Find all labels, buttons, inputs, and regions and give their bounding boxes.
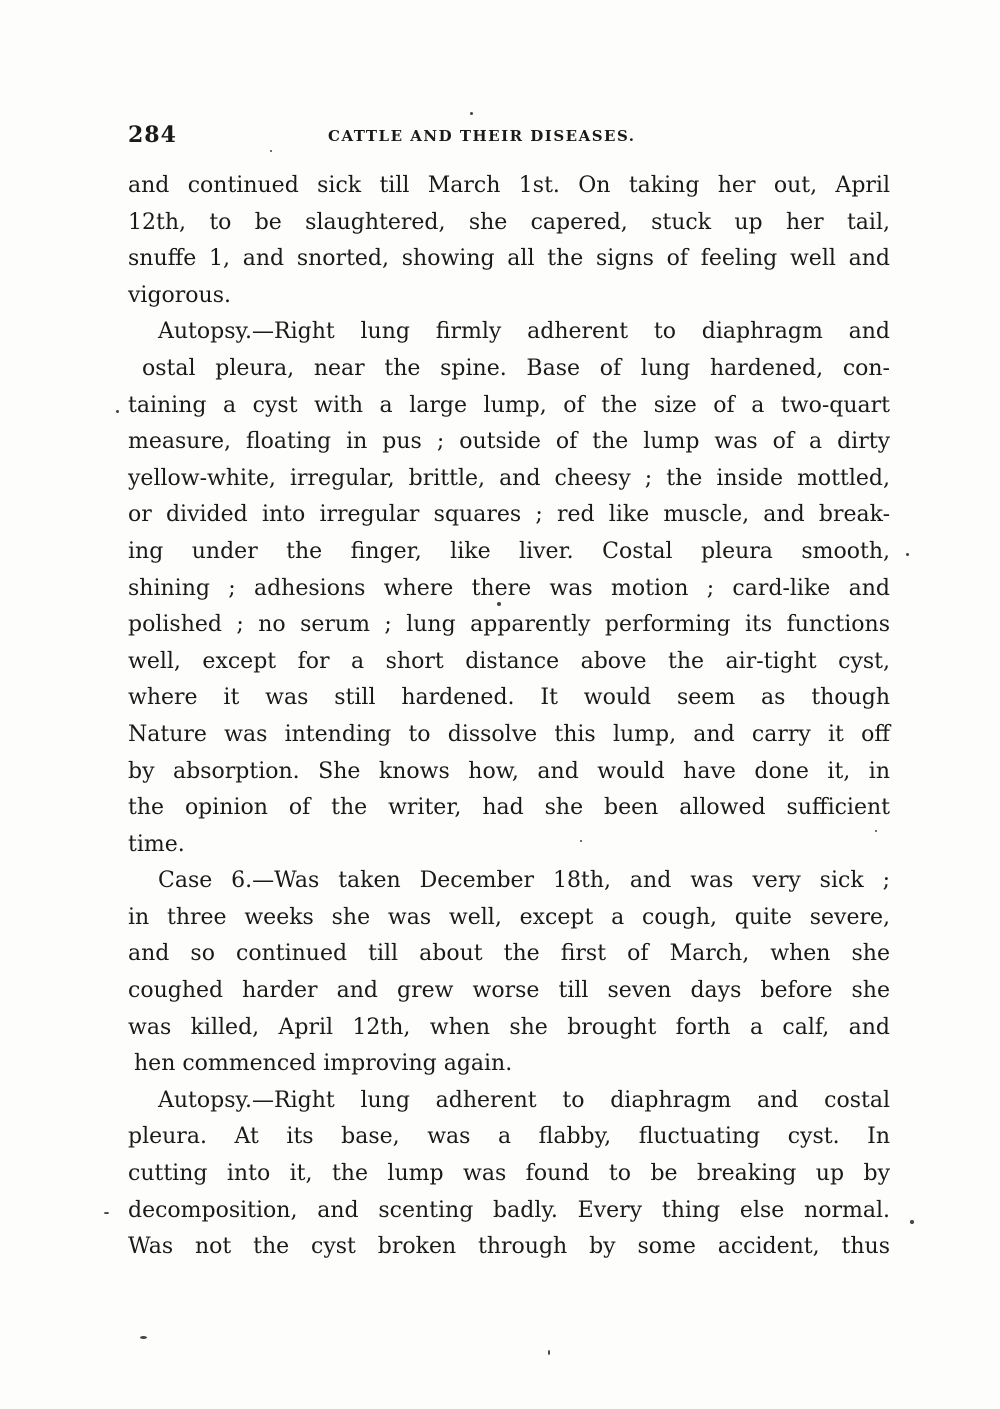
scan-speck (910, 1220, 914, 1224)
text-line: decomposition, and scenting badly. Every thing else normal. (128, 1197, 890, 1223)
text-line: where it was still hardened. It would seem as though (128, 685, 890, 711)
text-line: polished ; no serum ; lung apparently performing its functions (128, 612, 890, 638)
text-line: coughed harder and grew worse till seven days before she (128, 978, 890, 1004)
page-header (128, 122, 890, 154)
body-text (128, 168, 890, 1266)
text-line: Case 6.—Was taken December 18th, and was very sick ; (158, 868, 890, 894)
text-line: vigorous. (128, 282, 232, 308)
text-line: was killed, April 12th, when she brought forth a calf, and (128, 1014, 890, 1040)
scan-speck (470, 112, 473, 115)
text-line: well, except for a short distance above the air-tight cyst, (128, 648, 890, 674)
text-line: in three weeks she was well, except a cough, quite severe, (128, 904, 890, 930)
text-line: the opinion of the writer, had she been allowed sufficient (128, 795, 890, 821)
text-line: yellow-white, irregular, brittle, and cheesy ; the inside mottled, (128, 465, 890, 491)
text-line: time. (128, 831, 185, 857)
text-line: shining ; adhesions where there was motion ; card-like and (128, 575, 890, 601)
scan-speck (104, 1212, 109, 1214)
text-line: cutting into it, the lump was found to be breaking up by (128, 1161, 890, 1187)
text-line: and continued sick till March 1st. On taking her out, April (128, 173, 890, 198)
scan-speck (140, 1336, 147, 1339)
text-line: Autopsy.—Right lung firmly adherent to diaphragm and (158, 319, 890, 345)
text-line: and so continued till about the first of March, when she (128, 941, 890, 967)
text-line: Was not the cyst broken through by some accident, thus (128, 1234, 890, 1260)
scan-speck (875, 830, 877, 832)
scan-speck (548, 1350, 550, 1355)
text-line: ing under the finger, like liver. Costal pleura smooth, (128, 538, 890, 564)
running-title: CATTLE AND THEIR DISEASES. (328, 127, 636, 145)
scan-speck (497, 602, 501, 606)
scan-speck (116, 410, 119, 413)
scan-speck (906, 553, 909, 556)
text-line: measure, floating in pus ; outside of the lump was of a dirty (128, 429, 890, 455)
text-line: Nature was intending to dissolve this lump, and carry it off (128, 721, 890, 747)
text-line: Autopsy.—Right lung adherent to diaphragm and costal (158, 1087, 890, 1113)
scan-speck (270, 150, 272, 152)
text-line: taining a cyst with a large lump, of the size of a two-quart (128, 392, 890, 418)
scan-speck (580, 840, 582, 842)
text-line: by absorption. She knows how, and would have done it, in (128, 758, 890, 784)
text-line: or divided into irregular squares ; red like muscle, and break- (128, 502, 890, 528)
page-number: 284 (128, 122, 177, 148)
text-line: hen commenced improving again. (134, 1051, 513, 1077)
text-line: pleura. At its base, was a flabby, fluctuating cyst. In (128, 1124, 890, 1150)
text-line: snuffe 1, and snorted, showing all the signs of feeling well and (128, 246, 890, 272)
text-line: ostal pleura, near the spine. Base of lung hardened, con- (142, 355, 890, 381)
text-line: 12th, to be slaughtered, she capered, stuck up her tail, (128, 209, 890, 235)
